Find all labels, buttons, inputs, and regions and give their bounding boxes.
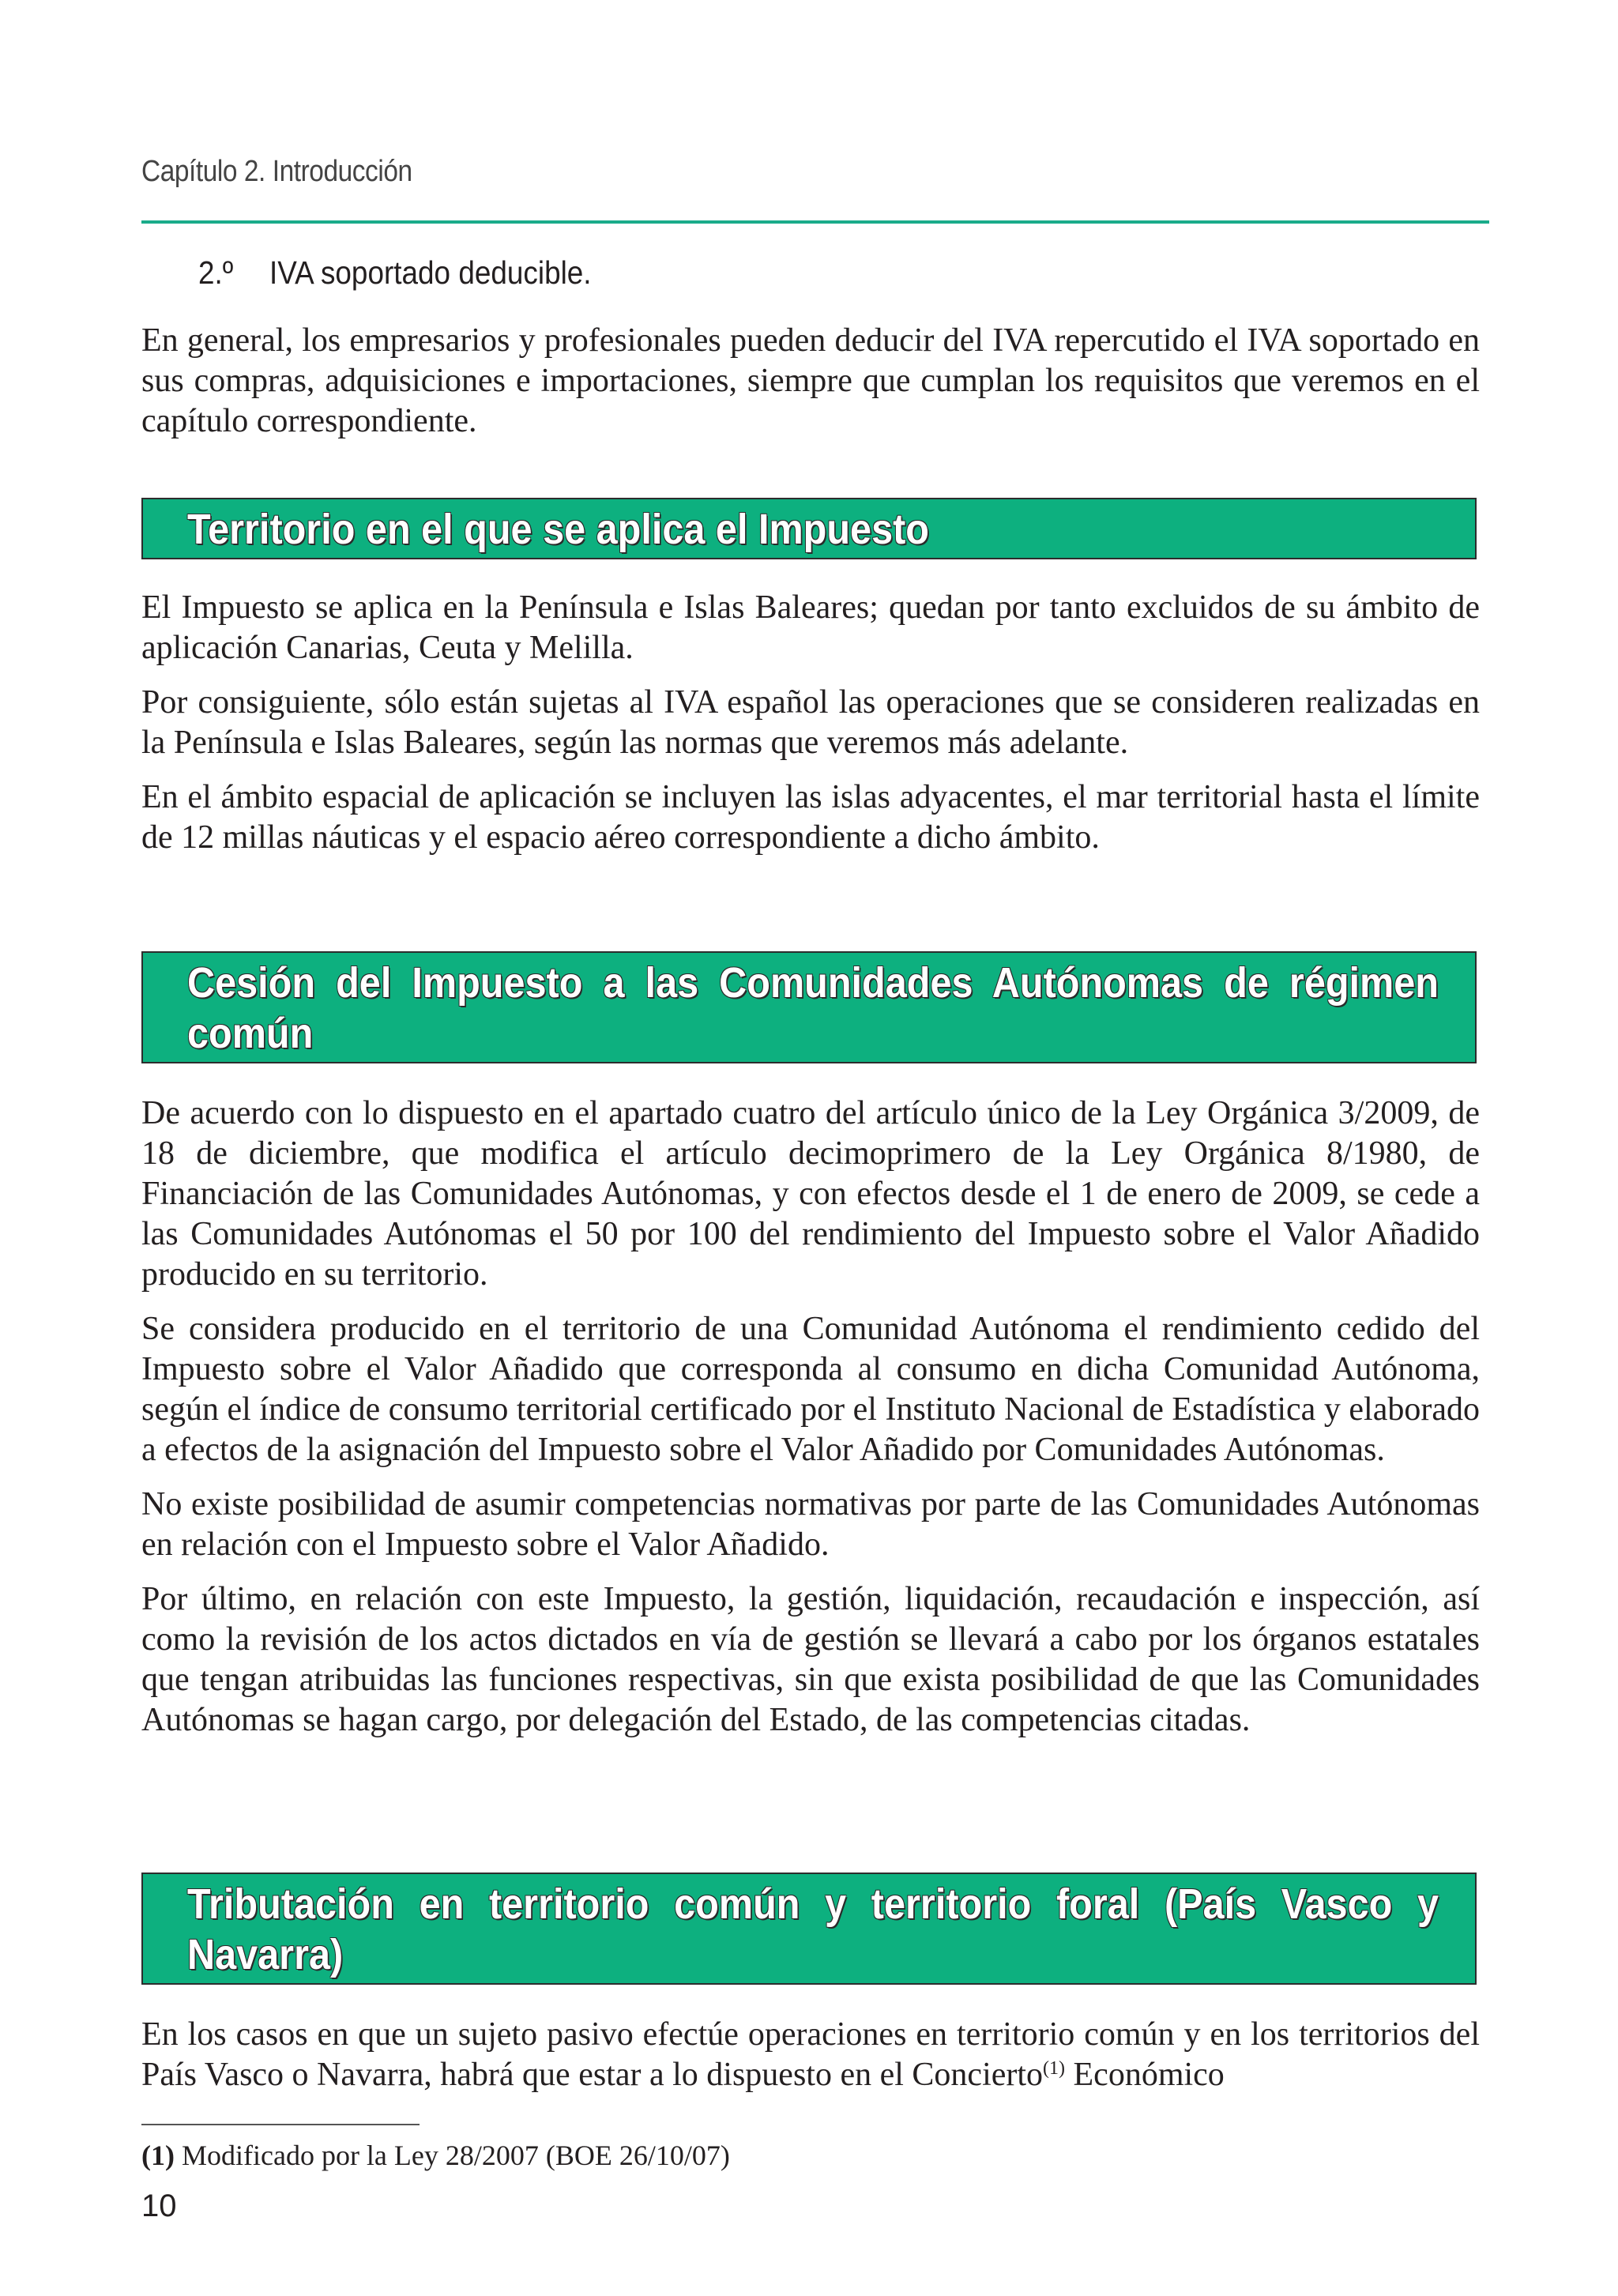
paragraph: En general, los empresarios y profesionales pueden deducir del IVA repercutido el IVA soportado en sus compras, adquisiciones e importaciones, siempre que cumplan los requisitos que veremos en el capítulo correspondiente.	[141, 322, 1480, 439]
paragraph: Por consiguiente, sólo están sujetas al IVA español las operaciones que se consideren realizadas en la Península e Islas Baleares, según las normas que veremos más adelante.	[141, 684, 1480, 761]
section-body-territorio	[141, 588, 1480, 872]
paragraph: Se considera producido en el territorio de una Comunidad Autónoma el rendimiento cedido del Impuesto sobre el Valor Añadido que corresponda al consumo en dicha Comunidad Autónoma, según el índice de consumo territorial certificado por el Instituto Nacional de Estadística y elaborado a efectos de la asignación del Impuesto sobre el Valor Añadido por Comunidades Autónomas.	[141, 1311, 1480, 1468]
footnote-reference[interactable]: (1)	[1043, 2058, 1066, 2079]
section-title: Cesión del Impuesto a las Comunidades Autónomas de régimen común	[187, 959, 1439, 1057]
paragraph-text: En los casos en que un sujeto pasivo efectúe operaciones en territorio común y en los territorios del País Vasco o Navarra, habrá que estar a lo dispuesto en el Concierto	[141, 2016, 1480, 2093]
running-head: Capítulo 2. Introducción	[141, 155, 412, 188]
subheading	[198, 254, 592, 292]
section-body-cesion	[141, 1093, 1480, 1755]
section-heading-cesion	[141, 951, 1477, 1063]
section-body-tributacion	[141, 2015, 1480, 2110]
paragraph-text-end: Económico	[1065, 2057, 1225, 2093]
section-heading-territorio	[141, 498, 1477, 559]
footnote-text: Modificado por la Ley 28/2007 (BOE 26/10/07)	[174, 2140, 730, 2171]
intro-text	[141, 321, 1480, 456]
footnote	[141, 2138, 730, 2173]
section-title: Territorio en el que se aplica el Impuesto	[187, 506, 929, 553]
paragraph: De acuerdo con lo dispuesto en el apartado cuatro del artículo único de la Ley Orgánica 3/2009, de 18 de diciembre, que modifica el artículo decimoprimero de la Ley Orgánica 8/1980, de Financiación de las Comunidades Autónomas, y con efectos desde el 1 de enero de 2009, se cede a las Comunidades Autónomas el 50 por 100 del rendimiento del Impuesto sobre el Valor Añadido producido en su territorio.	[141, 1095, 1480, 1293]
subheading-text: IVA soportado deducible.	[269, 254, 592, 291]
header-rule	[141, 220, 1489, 224]
footnote-marker: (1)	[141, 2140, 175, 2171]
section-title: Tributación en territorio común y territorio foral (País Vasco y Navarra)	[187, 1880, 1439, 1978]
section-heading-tributacion	[141, 1873, 1477, 1985]
footnote-rule	[141, 2124, 420, 2125]
page-number: 10	[141, 2189, 177, 2223]
paragraph: En el ámbito espacial de aplicación se incluyen las islas adyacentes, el mar territorial hasta el límite de 12 millas náuticas y el espacio aéreo correspondiente a dicho ámbito.	[141, 779, 1480, 856]
subheading-number: 2.º	[198, 254, 234, 291]
paragraph: No existe posibilidad de asumir competencias normativas por parte de las Comunidades Autónomas en relación con el Impuesto sobre el Valor Añadido.	[141, 1486, 1480, 1563]
paragraph: Por último, en relación con este Impuesto, la gestión, liquidación, recaudación e inspección, así como la revisión de los actos dictados en vía de gestión se llevará a cabo por los órganos estatales que tengan atribuidas las funciones respectivas, sin que exista posibilidad de que las Comunidades Autónomas se hagan cargo, por delegación del Estado, de las competencias citadas.	[141, 1581, 1480, 1738]
paragraph: El Impuesto se aplica en la Península e Islas Baleares; quedan por tanto excluidos de su ámbito de aplicación Canarias, Ceuta y Melilla.	[141, 589, 1480, 666]
paragraph	[141, 2015, 1480, 2095]
